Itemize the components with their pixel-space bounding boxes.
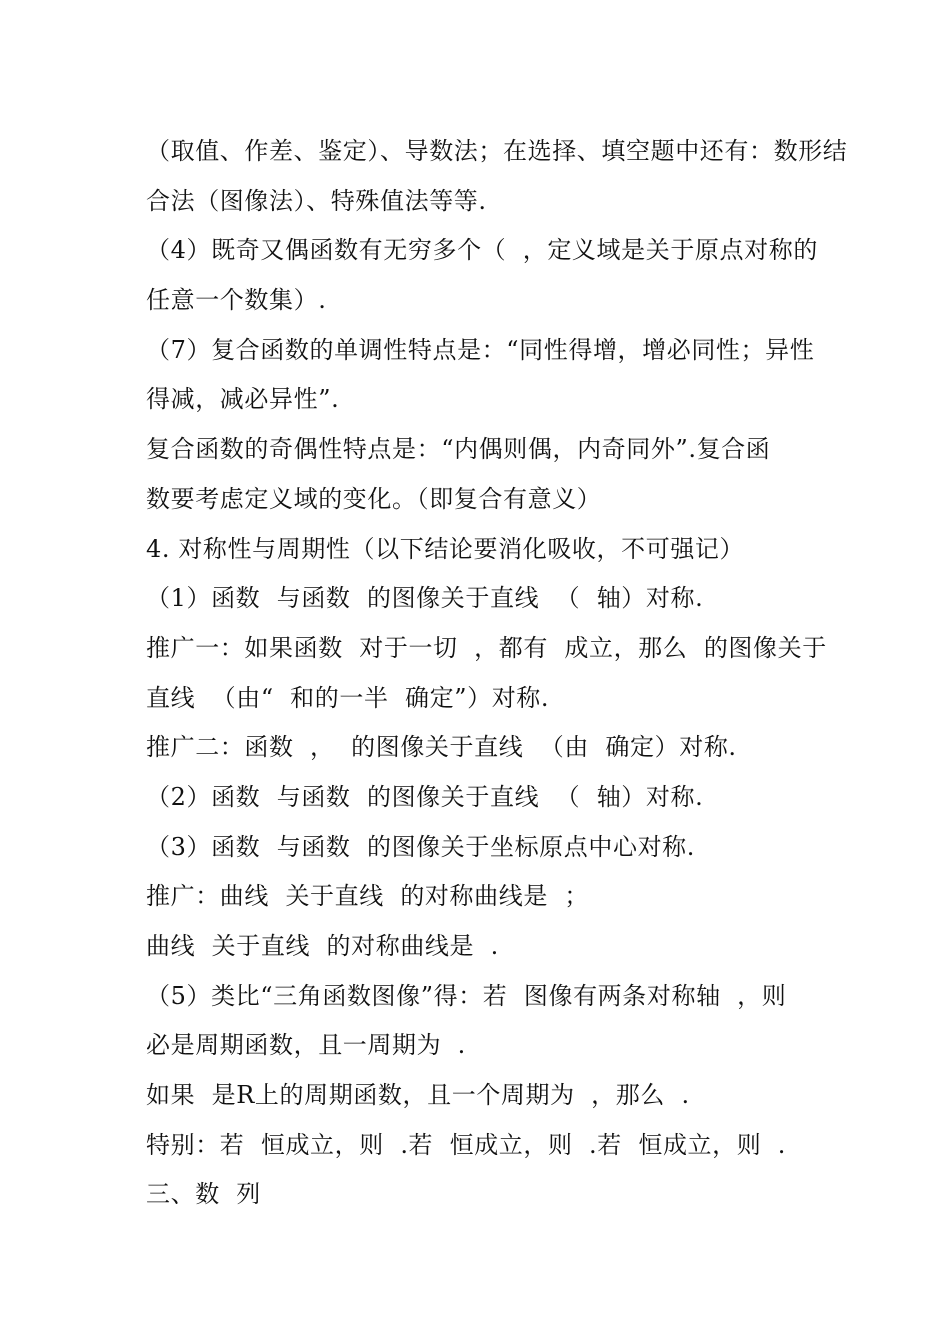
text-line: 推广一：如果函数 对于一切 ，都有 成立，那么 的图像关于	[146, 633, 827, 662]
text-line: 合法（图像法）、特殊值法等等.	[146, 186, 487, 215]
text-line: （5）类比“三角函数图像”得：若 图像有两条对称轴 ，则	[146, 981, 787, 1010]
section-heading: 三、数 列	[146, 1180, 261, 1209]
text-line: 数要考虑定义域的变化。（即复合有意义）	[146, 484, 602, 513]
text-line: （3）函数 与函数 的图像关于坐标原点中心对称.	[146, 832, 696, 861]
text-line: 推广二：函数 ， 的图像关于直线 （由 确定）对称.	[146, 733, 737, 762]
section-heading: 4. 对称性与周期性（以下结论要消化吸收，不可强记）	[146, 534, 745, 563]
text-line: （2）函数 与函数 的图像关于直线 （ 轴）对称.	[146, 782, 704, 811]
text-line: 复合函数的奇偶性特点是：“内偶则偶，内奇同外”.复合函	[146, 435, 771, 464]
text-line: （1）函数 与函数 的图像关于直线 （ 轴）对称.	[146, 584, 704, 613]
text-line: （取值、作差、鉴定）、导数法；在选择、填空题中还有：数形结	[146, 137, 848, 165]
text-line: 推广：曲线 关于直线 的对称曲线是 ；	[146, 882, 589, 911]
text-line: 直线 （由“ 和的一半 确定”）对称.	[146, 683, 550, 712]
text-line: 特别：若 恒成立，则 .若 恒成立，则 .若 恒成立，则 .	[146, 1130, 787, 1159]
text-line: 必是周期函数，且一周期为 .	[146, 1031, 466, 1060]
text-line: 曲线 关于直线 的对称曲线是 .	[146, 932, 499, 960]
text-line: （7）复合函数的单调性特点是：“同性得增，增必同性；异性	[146, 335, 815, 364]
text-line: 得减，减必异性”.	[146, 385, 340, 414]
text-line: 任意一个数集）.	[146, 286, 327, 315]
text-line: 如果 是R上的周期函数，且一个周期为 ，那么 .	[146, 1081, 690, 1110]
text-body	[146, 127, 848, 1220]
text-line: （4）既奇又偶函数有无穷多个（ ，定义域是关于原点对称的	[146, 236, 818, 265]
